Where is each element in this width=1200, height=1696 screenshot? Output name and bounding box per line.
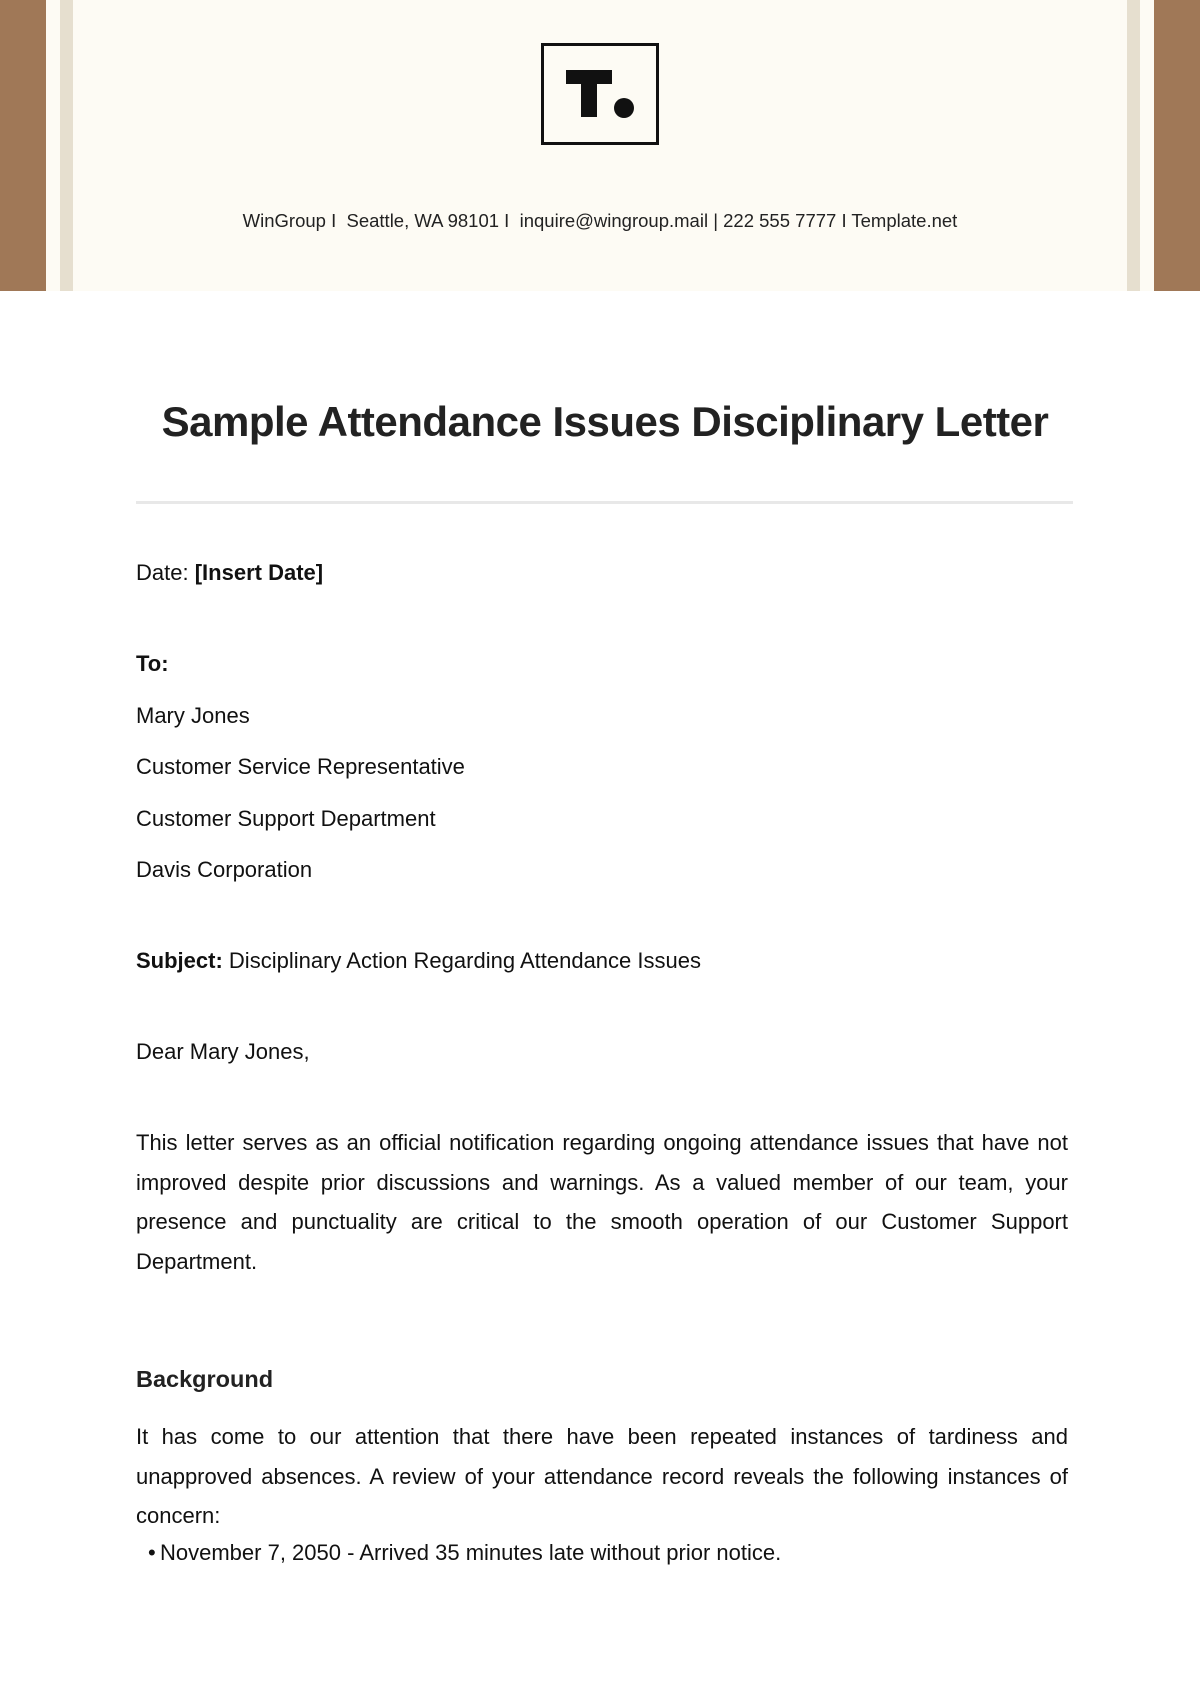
recipient-name: Mary Jones <box>136 703 250 728</box>
recipient-label: To: <box>136 651 169 676</box>
decorative-stripe-left-outer <box>0 0 46 291</box>
background-heading: Background <box>136 1366 274 1392</box>
instance-text: November 7, 2050 - Arrived 35 minutes late without prior notice. <box>160 1540 782 1565</box>
list-item <box>148 1538 781 1568</box>
company-logo <box>541 43 659 145</box>
bullet-icon: • <box>148 1540 156 1565</box>
page-title: Sample Attendance Issues Disciplinary Letter <box>161 398 1049 445</box>
subject-label: Subject: <box>136 948 223 973</box>
recipient-company: Davis Corporation <box>136 857 313 882</box>
background-paragraph: It has come to our attention that there have been repeated instances of tardiness and unapproved absences. A review of your attendance record reveals the following instances of concern: <box>136 1424 1068 1528</box>
contact-line: WinGroup I Seattle, WA 98101 I inquire@wingroup.mail | 222 555 7777 I Template.net <box>242 210 958 231</box>
date-label: Date: <box>136 560 189 585</box>
salutation: Dear Mary Jones, <box>136 1039 310 1064</box>
subject-value: Disciplinary Action Regarding Attendance Issues <box>228 948 701 973</box>
decorative-stripe-right-inner <box>1127 0 1140 291</box>
letterhead <box>0 0 1200 291</box>
date-value: [Insert Date] <box>194 560 324 585</box>
recipient-department: Customer Support Department <box>136 806 436 831</box>
instances-list <box>148 1538 781 1568</box>
decorative-stripe-right-outer <box>1154 0 1200 291</box>
decorative-stripe-left-inner <box>60 0 73 291</box>
title-divider <box>136 501 1073 504</box>
subject-line <box>136 946 701 976</box>
date-line <box>136 558 323 588</box>
recipient-position: Customer Service Representative <box>136 754 465 779</box>
logo-t-icon <box>544 46 656 142</box>
intro-paragraph: This letter serves as an official notification regarding ongoing attendance issues that have not improved despite prior discussions and warnings. As a valued member of our team, your presence and punctuality are critical to the smooth operation of our Customer Support Department. <box>136 1130 1068 1274</box>
